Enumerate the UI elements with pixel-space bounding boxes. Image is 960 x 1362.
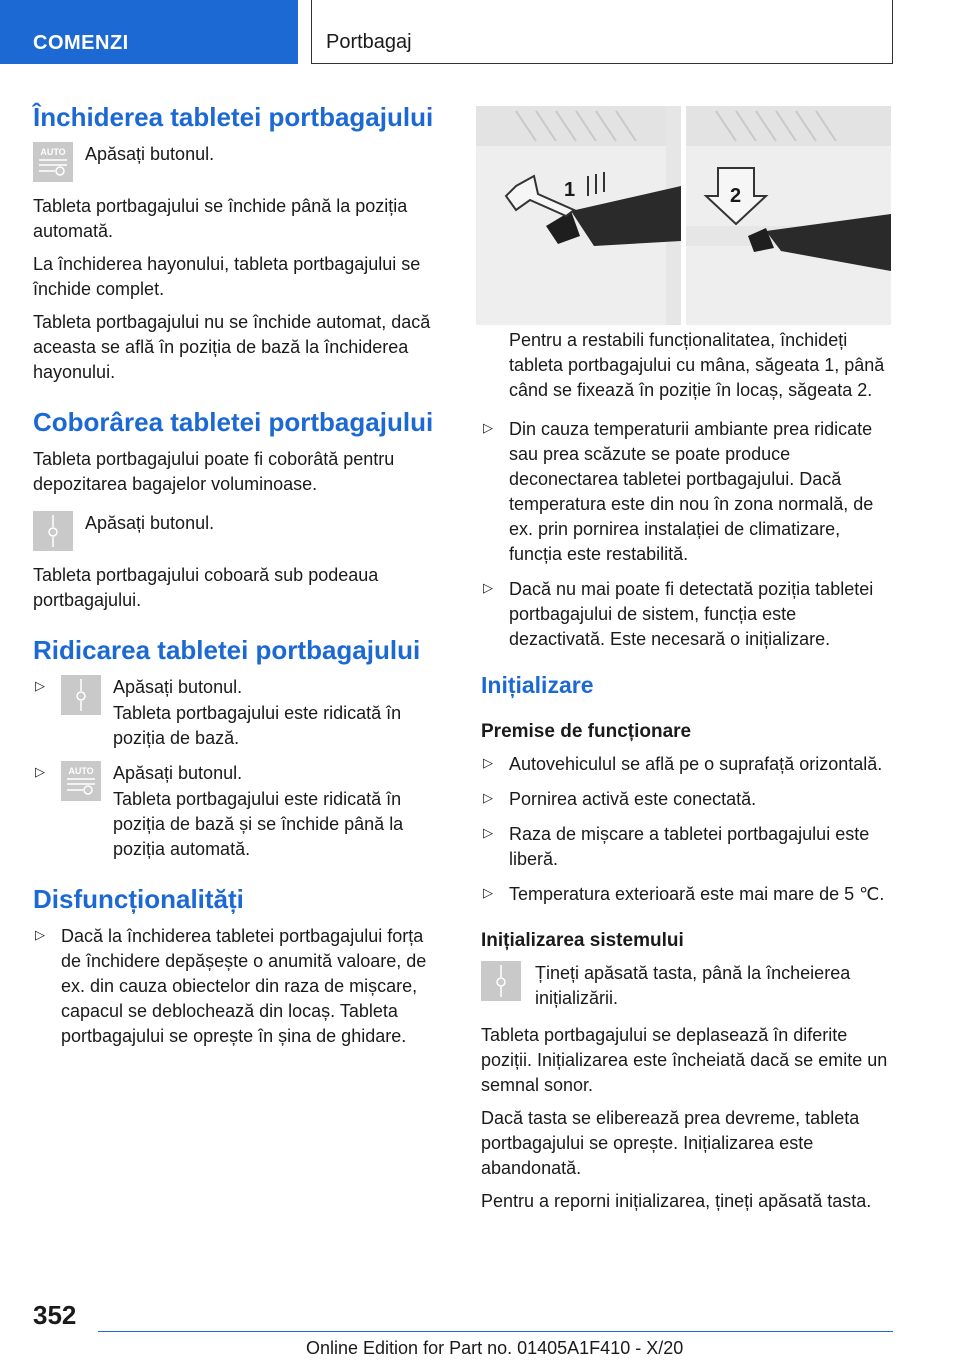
svg-text:AUTO: AUTO — [40, 147, 66, 157]
heading-raise: Ridicarea tabletei portbagajului — [33, 635, 421, 665]
bullet-triangle-icon: ▷ — [35, 678, 45, 693]
bullet-triangle-icon: ▷ — [483, 825, 493, 840]
prem-1-text: Autovehiculul se află pe o suprafață orizontală. — [509, 754, 883, 774]
footer-edition: Online Edition for Part no. 01405A1F410 - X/20 — [306, 1338, 684, 1358]
lower-press-text: Apăsați butonul. — [85, 513, 215, 533]
prem-item-2 — [481, 787, 897, 812]
bullet-triangle-icon: ▷ — [483, 885, 493, 900]
close-press-text: Apăsați butonul. — [85, 144, 215, 164]
auto-raise-button-icon — [61, 761, 101, 801]
page-number: 352 — [33, 1300, 77, 1330]
close-p3: Tableta portbagajului nu se închide automat, dacă aceasta se află în poziția de bază la închiderea hayonului. — [33, 312, 431, 382]
right-column — [481, 328, 897, 1222]
prem-item-4 — [481, 882, 897, 907]
lower-press-row — [33, 511, 445, 551]
svg-text:AUTO: AUTO — [68, 766, 94, 776]
svg-text:2: 2 — [730, 185, 742, 207]
detect-item — [481, 577, 897, 652]
detect-text: Dacă nu mai poate fi detectată poziția tabletei portbagajului de sistem, funcția este dezactivată. Este necesară o inițializare. — [509, 579, 874, 649]
sys-press-row — [481, 961, 897, 1011]
raise-1-press: Apăsați butonul. — [113, 677, 243, 697]
svg-text:1: 1 — [564, 179, 576, 201]
bullet-triangle-icon: ▷ — [483, 790, 493, 805]
heading-prem: Premise de funcționare — [481, 721, 692, 742]
restore-text: Pentru a restabili funcționalitatea, închideți tableta portbagajului cu mâna, săgeata 1, până când se fixează în poziție în locaș, săgeata 2. — [509, 330, 885, 400]
close-p1: Tableta portbagajului se închide până la poziția automată. — [33, 196, 408, 241]
heading-lower: Coborârea tabletei portbagajului — [33, 407, 434, 437]
heading-sys: Inițializarea sistemului — [481, 930, 684, 951]
sys-p1: Tableta portbagajului se deplasează în diferite poziții. Inițializarea este încheiată dacă se emite un semnal sonor. — [481, 1025, 888, 1095]
section-tab — [0, 0, 298, 64]
sys-p2: Dacă tasta se eliberează prea devreme, tableta portbagajului se oprește. Inițializarea este abandonată. — [481, 1108, 860, 1178]
chapter-header — [311, 0, 893, 64]
raise-2-text: Tableta portbagajului este ridicată în poziția de bază și se închide până la poziția automată. — [113, 789, 404, 859]
left-column — [33, 100, 445, 1059]
malfunction-1-text: Dacă la închiderea tabletei portbagajului forța de închidere depășește o anumită valoare, de ex. din cauza obiectelor din raza de mișcare, capacul se deblochează din locaș. Tableta portbagajului se oprește în șina de ghidare. — [61, 926, 427, 1046]
close-p2: La închiderea hayonului, tableta portbagajului se închide complet. — [33, 254, 421, 299]
temp-item — [481, 417, 897, 567]
bullet-triangle-icon: ▷ — [483, 420, 493, 435]
close-press-row — [33, 142, 445, 182]
raise-item-1 — [33, 675, 445, 751]
lower-p2: Tableta portbagajului coboară sub podeaua portbagajului. — [33, 565, 379, 610]
raise-1-text: Tableta portbagajului este ridicată în poziția de bază. — [113, 703, 402, 748]
raise-item-2 — [33, 761, 445, 862]
prem-4-text: Temperatura exterioară este mai mare de 5 ℃. — [509, 884, 885, 904]
bullet-triangle-icon: ▷ — [35, 927, 45, 942]
lower-button-icon — [33, 511, 73, 551]
chapter-title: Portbagaj — [326, 31, 412, 53]
prem-3-text: Raza de mișcare a tabletei portbagajului este liberă. — [509, 824, 870, 869]
bullet-triangle-icon: ▷ — [483, 580, 493, 595]
lower-p1: Tableta portbagajului poate fi coborâtă pentru depozitarea bagajelor voluminoase. — [33, 449, 395, 494]
bullet-triangle-icon: ▷ — [483, 755, 493, 770]
malfunction-item-1 — [33, 924, 445, 1049]
sys-p3: Pentru a reporni inițializarea, țineți apăsată tasta. — [481, 1191, 872, 1211]
prem-item-1 — [481, 752, 897, 777]
photo-arrow-1 — [476, 106, 681, 325]
footer-divider — [98, 1331, 893, 1332]
heading-malfunctions: Disfuncționalități — [33, 884, 244, 914]
raise-2-press: Apăsați butonul. — [113, 763, 243, 783]
prem-2-text: Pornirea activă este conectată. — [509, 789, 757, 809]
raise-button-icon — [61, 675, 101, 715]
auto-button-icon — [33, 142, 73, 182]
sys-press-text: Țineți apăsată tasta, până la încheierea inițializării. — [535, 963, 851, 1008]
init-button-icon — [481, 961, 521, 1001]
heading-close: Închiderea tabletei portbagajului — [33, 102, 434, 132]
section-title: COMENZI — [33, 32, 129, 54]
photo-arrow-2 — [686, 106, 891, 325]
bullet-triangle-icon: ▷ — [35, 764, 45, 779]
temp-text: Din cauza temperaturii ambiante prea ridicate sau prea scăzute se poate produce deconectarea tabletei portbagajului. Dacă temperatura este din nou în zona normală, de ex. prin pornirea instalației de climatizare, funcția este restabilită. — [509, 419, 874, 564]
heading-init: Inițializare — [481, 672, 594, 698]
prem-item-3 — [481, 822, 897, 872]
